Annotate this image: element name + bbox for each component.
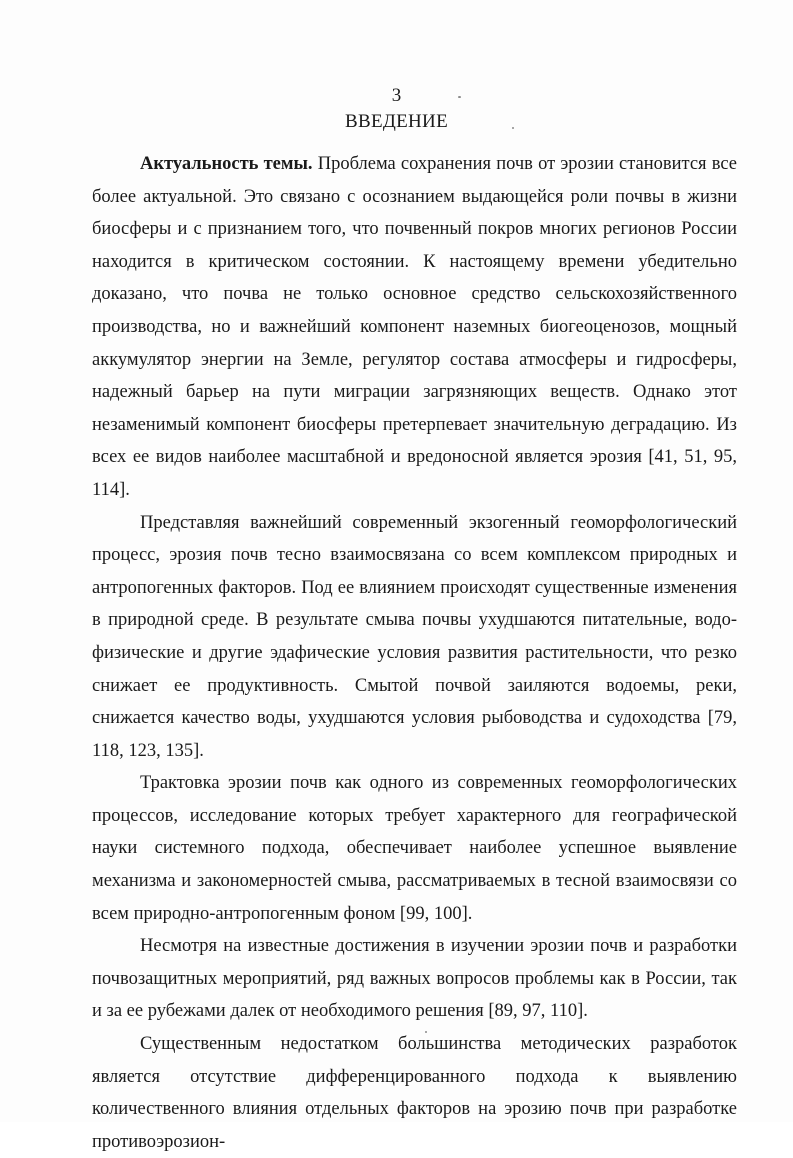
paragraph: Представляя важнейший современный экзогенный геоморфологический процесс, эрозия почв тесно взаимосвязана со всем комплексом природных и антропогенных факторов. Под ее влиянием происходят существенные изменения в природной среде. В результате смыва почвы ухудшаются питательные, водо-физические и другие эдафические условия развития растительности, что резко снижает ее продуктивность. Смытой почвой заиляются водоемы, реки, снижается качество воды, ухудшаются условия рыбоводства и судоходства [79, 118, 123, 135]. (92, 512, 737, 761)
paragraph: Несмотря на известные достижения в изучении эрозии почв и разработки почвозащитных мероприятий, ряд важных вопросов проблемы как в России, так и за ее рубежами далек от необходимого решения [89, 97, 110]. (92, 936, 737, 1022)
paragraph-lead: Актуальность темы. (140, 154, 313, 174)
paragraph: Существенным недостатком большинства методических разработок является отсутствие дифференцированного подхода к выявлению количественного влияния отдельных факторов на эрозию почв при разработке противоэрозион- (92, 1034, 737, 1152)
paragraph-text: Проблема сохранения почв от эрозии становится все более актуальной. Это связано с осознанием выдающейся роли почвы в жизни биосферы и с признанием того, что почвенный покров многих регионов России находится в критическом состоянии. К настоящему времени убедительно доказано, что почва не только основное средство сельскохозяйственного производства, но и важнейший компонент наземных биогеоценозов, мощный аккумулятор энергии на Земле, регулятор состава атмосферы и гидросферы, надежный барьер на пути миграции загрязняющих веществ. Однако этот незаменимый компонент биосферы претерпевает значительную деградацию. Из всех ее видов наиболее масштабной и вредоносной является эрозия [41, 51, 95, 114]. (92, 154, 737, 500)
document-body (92, 148, 737, 1158)
page-number: 3 (391, 85, 402, 106)
paragraph-relevance (92, 148, 737, 507)
page-title: ВВЕДЕНИЕ (345, 111, 448, 132)
paragraph: Трактовка эрозии почв как одного из современных геоморфологических процессов, исследование которых требует характерного для географической науки системного подхода, обеспечивает наиболее успешное выявление механизма и закономерностей смыва, рассматриваемых в тесной взаимосвязи со всем природно-антропогенным фоном [99, 100]. (92, 773, 737, 924)
